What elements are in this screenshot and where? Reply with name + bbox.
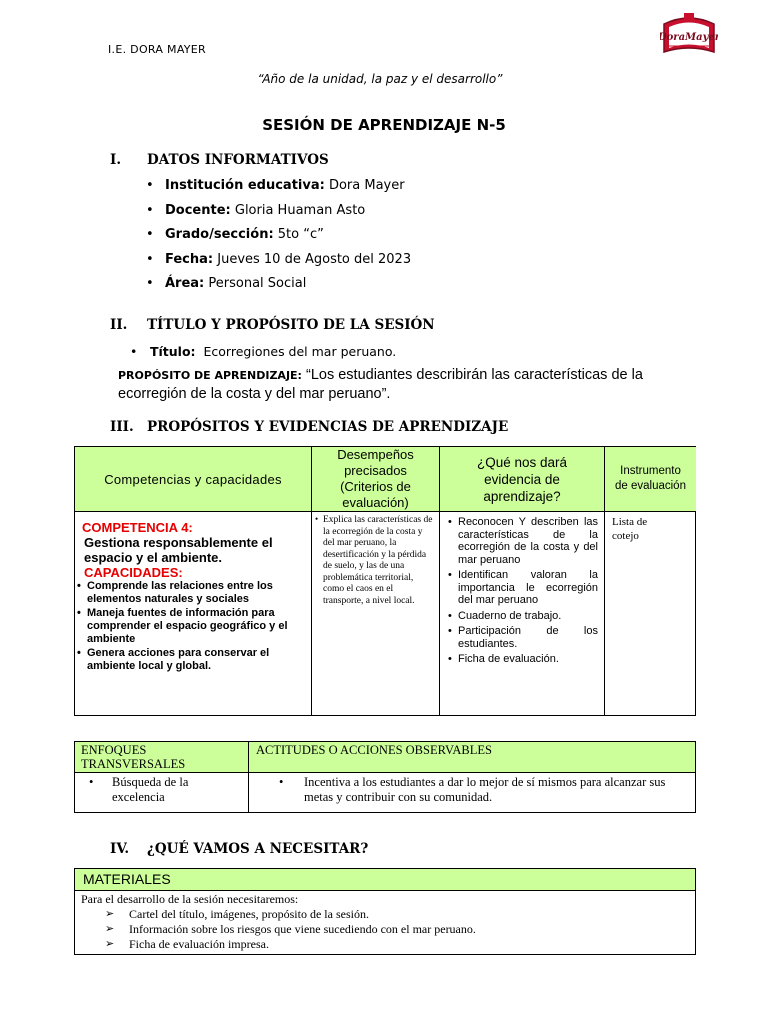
list-item: • Reconocen Y describen las características de la ecorregión de la costa y del mar peruano bbox=[448, 516, 598, 566]
logo-text: DoraMayer bbox=[660, 32, 718, 43]
list-item: • Participación de los estudiantes. bbox=[448, 625, 598, 650]
session-title: SESIÓN DE APRENDIZAJE N-5 bbox=[262, 116, 506, 134]
list-item: ➢ Ficha de evaluación impresa. bbox=[105, 937, 476, 952]
competencia-name: Gestiona responsablemente el espacio y el ambiente. bbox=[84, 535, 273, 565]
section-title: ¿QUÉ VAMOS A NECESITAR? bbox=[147, 841, 369, 857]
header-actitudes: ACTITUDES O ACCIONES OBSERVABLES bbox=[249, 742, 695, 773]
titulo-label: Título: bbox=[150, 344, 196, 359]
item-label: Institución educativa: bbox=[165, 178, 325, 193]
list-item bbox=[146, 203, 411, 228]
materiales-intro: Para el desarrollo de la sesión necesitaremos: bbox=[81, 892, 299, 906]
titulo-value: Ecorregiones del mar peruano. bbox=[203, 344, 397, 359]
evidencias-cell bbox=[440, 512, 605, 716]
proposito-label: PROPÓSITO DE APRENDIZAJE: bbox=[118, 369, 302, 382]
item-value: Gloria Huaman Asto bbox=[230, 202, 366, 218]
school-name: I.E. DORA MAYER bbox=[108, 43, 207, 56]
list-item: ➢ Información sobre los riesgos que viene sucediendo con el mar peruano. bbox=[105, 922, 476, 937]
capacidades-title: CAPACIDADES: bbox=[84, 565, 183, 580]
desempeno-text: • Explica las características de la ecorregión de la costa y del mar peruano, la desertificación y la pérdida de suelo, y las de una problemática territorial, como el caos en el transporte, a nivel local. bbox=[312, 512, 439, 607]
item-value: 5to “c” bbox=[273, 227, 324, 242]
item-label: Grado/sección: bbox=[165, 227, 274, 242]
list-item: • Ficha de evaluación. bbox=[448, 653, 598, 666]
school-logo bbox=[660, 10, 718, 60]
enfoque-cell: • Búsqueda de la excelencia bbox=[75, 773, 249, 813]
competencias-table bbox=[74, 446, 696, 716]
list-item: • Cuaderno de trabajo. bbox=[448, 610, 598, 623]
desempenos-cell bbox=[312, 512, 440, 716]
list-item: • Comprende las relaciones entre los elementos naturales y sociales bbox=[77, 580, 302, 606]
header-instrumento: Instrumento de evaluación bbox=[605, 447, 696, 512]
titulo-line: • Título: Ecorregiones del mar peruano. bbox=[130, 344, 397, 359]
competencias-cell bbox=[75, 512, 312, 716]
capacidades-list bbox=[77, 580, 302, 673]
list-item: • Genera acciones para conservar el ambiente local y global. bbox=[77, 647, 302, 673]
item-label: Área: bbox=[165, 276, 205, 291]
section-title: TÍTULO Y PROPÓSITO DE LA SESIÓN bbox=[147, 317, 435, 333]
enfoque-text: Búsqueda de la excelencia bbox=[112, 775, 189, 804]
actitud-cell: • Incentiva a los estudiantes a dar lo mejor de sí mismos para alcanzar sus metas y contribuir con su comunidad. bbox=[249, 773, 695, 813]
list-item bbox=[146, 227, 411, 252]
list-item bbox=[146, 178, 411, 203]
list-item: • Identifican valoran la importancia le ecorregión del mar peruano bbox=[448, 569, 598, 607]
item-value: Personal Social bbox=[204, 276, 307, 291]
competencia-title: COMPETENCIA 4: bbox=[82, 520, 193, 535]
header-desempenos: Desempeños precisados (Criterios de evaluación) bbox=[312, 447, 440, 512]
actitud-text: Incentiva a los estudiantes a dar lo mejor de sí mismos para alcanzar sus metas y contribuir con su comunidad. bbox=[304, 775, 666, 804]
motto: “Año de la unidad, la paz y el desarrollo” bbox=[257, 72, 503, 86]
materiales-list bbox=[105, 907, 476, 952]
datos-list bbox=[146, 178, 411, 301]
materiales-header: MATERIALES bbox=[75, 869, 695, 891]
list-item bbox=[146, 276, 411, 301]
section-number: IV. bbox=[110, 841, 130, 857]
header-enfoques: ENFOQUES TRANSVERSALES bbox=[75, 742, 249, 773]
item-label: Docente: bbox=[165, 202, 231, 218]
section-number: I. bbox=[110, 152, 122, 168]
item-label: Fecha: bbox=[165, 251, 214, 267]
proposito-text: “Los estudiantes describirán las características de la ecorregión de la costa y del mar peruano”. bbox=[118, 367, 643, 402]
proposito-paragraph bbox=[118, 366, 688, 404]
materiales-table bbox=[74, 868, 696, 955]
section-number: II. bbox=[110, 317, 128, 333]
header-evidencia: ¿Qué nos dará evidencia de aprendizaje? bbox=[440, 447, 605, 512]
header-competencias: Competencias y capacidades bbox=[75, 447, 312, 512]
enfoques-table bbox=[74, 741, 696, 813]
list-item: ➢ Cartel del título, imágenes, propósito de la sesión. bbox=[105, 907, 476, 922]
section-title: DATOS INFORMATIVOS bbox=[147, 152, 329, 168]
item-value: Jueves 10 de Agosto del 2023 bbox=[213, 251, 412, 267]
instrumento-text: Lista de cotejo bbox=[612, 516, 648, 542]
list-item: • Maneja fuentes de información para comprender el espacio geográfico y el ambiente bbox=[77, 607, 302, 646]
section-title: PROPÓSITOS Y EVIDENCIAS DE APRENDIZAJE bbox=[147, 419, 509, 435]
instrumento-cell bbox=[605, 512, 696, 716]
list-item bbox=[146, 252, 411, 277]
item-value: Dora Mayer bbox=[324, 178, 405, 193]
section-number: III. bbox=[110, 419, 134, 435]
evidencias-list bbox=[440, 512, 604, 666]
